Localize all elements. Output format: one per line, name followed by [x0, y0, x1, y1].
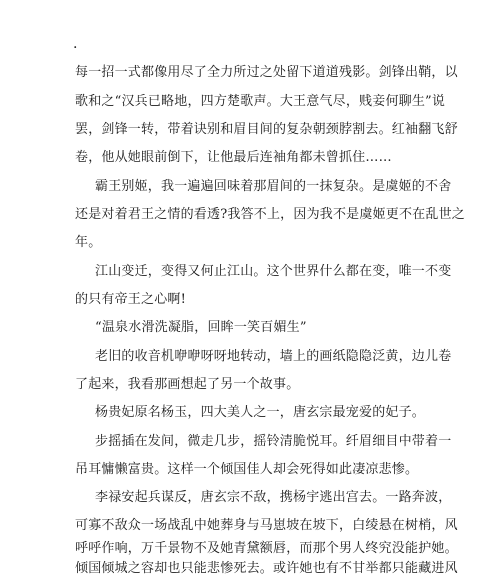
text-line: 呼呼作响，万千景物不及她青黛额唇，而那个男人终究没能护她。: [75, 541, 458, 556]
text-line: 吊耳慵懒富贵。这样一个倾国佳人却会死得如此凄凉悲惨。: [75, 462, 419, 477]
text-line: 李禄安起兵谋反，唐玄宗不敌，携杨宇逃出宫去。一路奔波，: [95, 490, 452, 505]
text-line: 还是对着君王之情的看透?我答不上，因为我不是虞姬更不在乱世之: [75, 207, 465, 222]
text-line: 杨贵妃原名杨玉，四大美人之一，唐玄宗最宠爱的妃子。: [95, 405, 426, 420]
text-line: 的只有帝王之心啊!: [75, 292, 187, 307]
text-line: 罢，剑锋一转，带着诀别和眉目间的复杂朝颈脖割去。红袖翻飞舒: [75, 122, 458, 137]
text-line: 了起来，我看那画想起了另一个故事。: [75, 377, 300, 392]
text-line: 霸王别姬，我一遍遍回味着那眉间的一抹复杂。是虞姬的不舍: [95, 179, 452, 194]
text-line: 步摇插在发间，微走几步，摇铃清脆悦耳。纤眉细目中带着一: [95, 434, 452, 449]
text-line: 每一招一式都像用尽了全力所过之处留下道道残影。剑锋出鞘，以: [75, 65, 458, 80]
text-line: “温泉水滑洗凝脂，回眸一笑百媚生”: [95, 320, 307, 335]
text-line: 歌和之“汉兵已略地，四方楚歌声。大王意气尽，贱妾何聊生”说: [75, 94, 446, 109]
text-line: 江山变迁，变得又何止江山。这个世界什么都在变，唯一不变: [95, 264, 452, 279]
text-line: 年。: [75, 235, 102, 250]
top-mark: .: [73, 36, 78, 52]
text-line: 老旧的收音机咿咿呀呀地转动，墙上的画纸隐隐泛黄，边儿卷: [95, 349, 452, 364]
text-line: 倾国倾城之容却也只能悲惨死去。或许她也有不甘举都只能藏进风: [75, 561, 458, 576]
text-line: 卷，他从她眼前倒下，让他最后连袖角都未曾抓住……: [75, 150, 392, 165]
text-line: 可寡不敌众一场战乱中她葬身与马崽坡在坡下，白绫悬在树梢，风: [75, 518, 458, 533]
